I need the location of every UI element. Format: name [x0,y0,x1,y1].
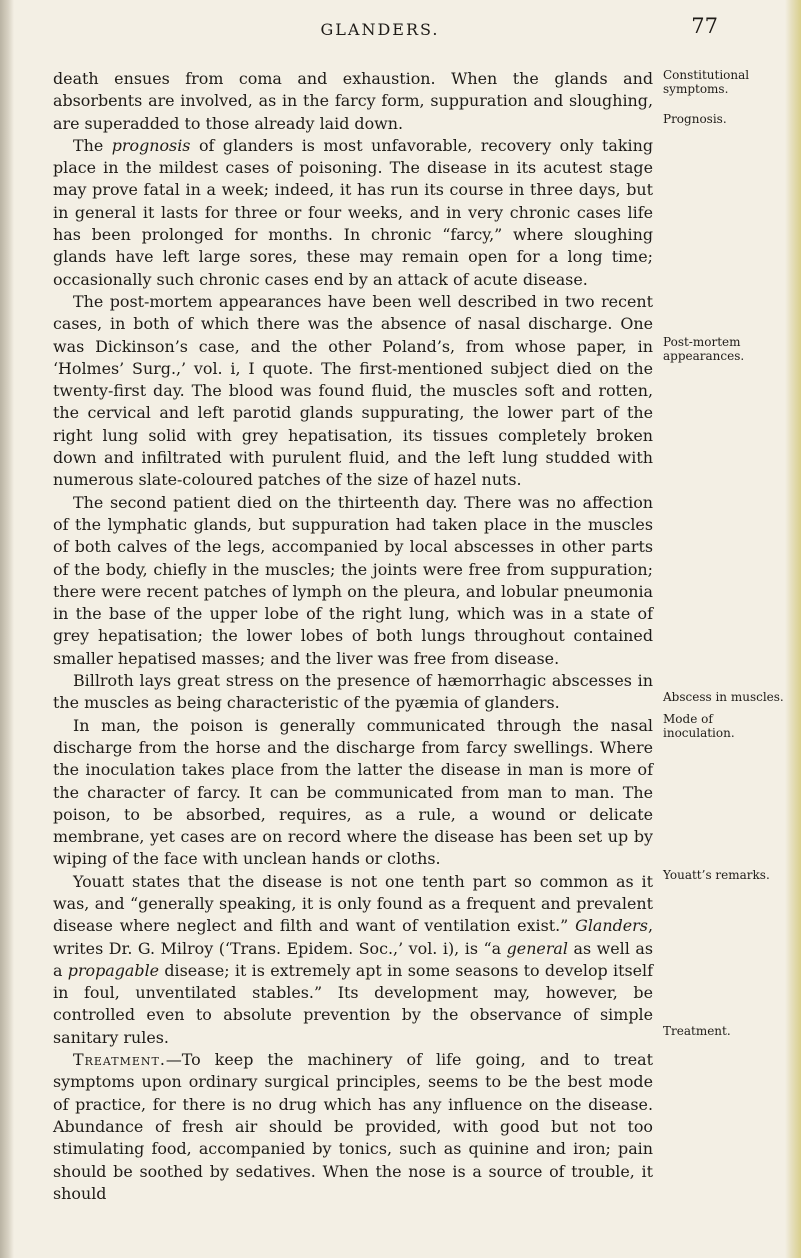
page-gutter-left [0,0,14,1258]
text-run: of glanders is most unfavorable, recovery only taking place in the mildest cases of poisoning. The disease in its acutest stage may prove fatal in a week; indeed, it has run its course in three days, but in general it lasts for three or four weeks, and in very chronic cases life has been prolonged for months. In chronic “farcy,” where sloughing glands have left large sores, these may remain open for a long time; occasionally such chronic cases end by an attack of acute disease. [53,135,654,289]
text-run: death ensues from coma and exhaustion. When the glands and absorbents are involved, as in the farcy form, suppuration and sloughing, are superadded to those already laid down. [53,69,653,133]
sidenote: Youatt’s remarks. [663,868,770,882]
sidenote: Mode of inoculation. [663,712,735,740]
sidenote: Post-mortem appearances. [663,335,745,363]
text-run: Youatt states that the disease is not one tenth part so common as it was, and “generally speaking, it is only found as a frequent and prevalent disease where neglect and filth and want of ventilation exist.” [53,871,653,936]
paragraph-p3 [53,291,653,492]
sidenote: Abscess in muscles. [663,690,784,704]
paragraph-p1 [53,68,653,135]
paragraph-p8 [53,1049,653,1205]
page-edge-right [785,0,801,1258]
text-run: The post-mortem appearances have been well described in two recent cases, in both of which there was the absence of nasal discharge. One was Dickinson’s case, and the other Poland’s, from whose paper, in ‘Holmes’ Surg.,’ vol. i, I quote. The first-mentioned subject died on the twenty-first day. The blood was found fluid, the muscles soft and rotten, the cervical and left parotid glands suppurating, the lower part of the right lung solid with grey hepatisation, its tissues completely broken down and infiltrated with purulent fluid, and the left lung studded with numerous slate-coloured patches of the size of hazel nuts. [53,291,653,490]
text-run: , writes Dr. G. Milroy (‘Trans. Epidem. Soc.,’ vol. i), is “a [53,916,653,958]
section-heading: Treatment. [73,1050,166,1070]
paragraph-p7 [53,871,653,1049]
sidenote: Constitutional symptoms. [663,68,750,96]
italic-term: general [506,938,568,958]
text-run: The [73,135,112,155]
body-text [53,68,653,1205]
paragraph-p6 [53,715,653,871]
page-header [40,14,720,46]
paragraph-p2 [53,135,653,291]
italic-term: Glanders [575,916,648,936]
page-number: 77 [691,14,718,38]
text-run: as well as a [53,938,653,980]
text-run: Billroth lays great stress on the presence of hæmorrhagic abscesses in the muscles as being characteristic of the pyæmia of glanders. [53,671,653,713]
text-run: —To keep the machinery of life going, and to treat symptoms upon ordinary surgical principles, seems to be the best mode of practice, for there is no drug which has any influence on the disease. Abundance of fresh air should be provided, with good but not too stimulating food, accompanied by tonics, such as quinine and iron; pain should be soothed by sedatives. When the nose is a source of trouble, it should [53,1050,653,1203]
text-run: disease; it is extremely apt in some seasons to develop itself in foul, unventilated stables.” Its development may, however, be controlled even to absolute prevention by the observance of simple sanitary rules. [53,960,653,1047]
text-run: The second patient died on the thirteenth day. There was no affection of the lymphatic glands, but suppuration had taken place in the muscles of both calves of the legs, accompanied by local abscesses in other parts of the body, chiefly in the muscles; the joints were free from suppuration; there were recent patches of lymph on the pleura, and lobular pneumonia in the base of the upper lobe of the right lung, which was in a state of grey hepatisation; the lower lobes of both lungs throughout contained smaller hepatised masses; and the liver was free from disease. [53,492,653,668]
running-head: GLANDERS. [320,20,440,39]
paragraph-p5 [53,670,653,715]
italic-term: prognosis [111,135,191,155]
text-run: In man, the poison is generally communicated through the nasal discharge from the horse and the discharge from farcy swellings. Where the inoculation takes place from the latter the disease in man is more of the character of farcy. It can be communicated from man to man. The poison, to be absorbed, requires, as a rule, a wound or delicate membrane, yet cases are on record where the disease has been set up by wiping of the face with unclean hands or cloths. [53,715,653,869]
sidenote: Prognosis. [663,112,727,126]
sidenote: Treatment. [663,1024,731,1038]
paragraph-p4 [53,492,653,670]
italic-term: propagable [67,960,160,980]
